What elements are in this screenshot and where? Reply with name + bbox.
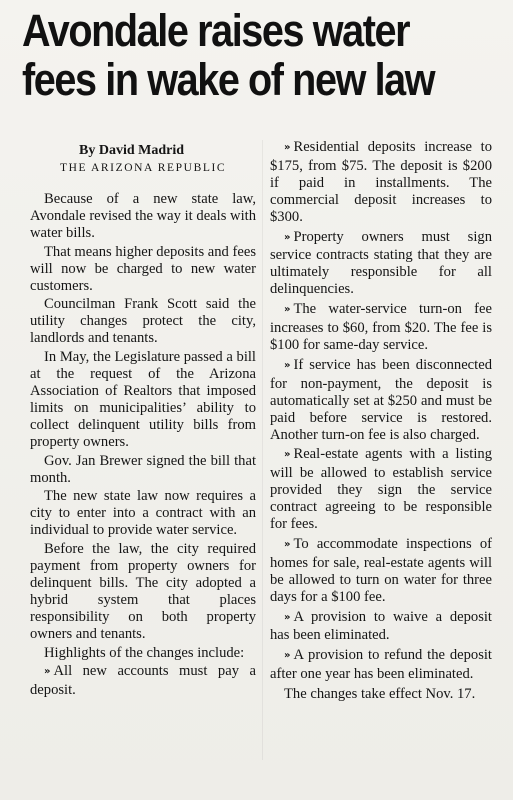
headline-line-1: Avondale raises water (22, 5, 410, 56)
bullet-item (270, 536, 492, 606)
bullet-glyph: » (284, 231, 288, 243)
paragraph: Highlights of the changes include: (44, 644, 245, 661)
bullet-item (270, 446, 492, 533)
bullet-glyph: » (284, 359, 288, 371)
paragraph: Before the law, the city required payment from property owners for delinquent bills. The city adopted a hybrid system that places responsibility on both property owners and tenants. (30, 541, 256, 642)
paragraph: Because of a new state law, Avondale revised the way it deals with water bills. (30, 191, 256, 241)
bullet-text: To accommodate inspections of homes for sale, real-estate agents will be allowed to turn on water for three days for a $100 fee. (270, 535, 492, 605)
byline: By David Madrid (79, 143, 185, 158)
bullet-item (270, 357, 492, 444)
bullet-item (270, 301, 492, 354)
bullet-glyph: » (284, 650, 288, 662)
bullet-item (270, 229, 492, 299)
bullet-item (30, 663, 256, 699)
bullet-text: The water-service turn-on fee increases to $60, from $20. The fee is $100 for same-day service. (270, 301, 492, 353)
paragraph: The new state law now requires a city to enter into a contract with an individual to provide water service. (30, 488, 256, 539)
bullet-item (270, 647, 492, 683)
bullet-text: Residential deposits increase to $175, from $75. The deposit is $200 if paid in installments. The commercial deposit increases to $300. (270, 139, 492, 225)
bullet-text: If service has been disconnected for non-payment, the deposit is automatically set at $250 and must be paid before service is restored. Another turn-on fee is also charged. (270, 356, 492, 443)
bullet-text: All new accounts must pay a deposit. (30, 663, 256, 699)
bullet-glyph: » (284, 304, 288, 316)
paragraph: Councilman Frank Scott said the utility changes protect the city, landlords and tenants. (30, 296, 256, 347)
paragraph: In May, the Legislature passed a bill at the request of the Arizona Association of Realtors that imposed limits on municipalities’ ability to collect delinquent utility bills from property owners. (30, 349, 256, 450)
bullet-glyph: » (284, 142, 288, 153)
bullet-glyph: » (284, 538, 288, 550)
bullet-text: A provision to refund the deposit after one year has been eliminated. (270, 647, 492, 683)
bullet-text: A provision to waive a deposit has been eliminated. (270, 608, 492, 644)
publication-name: THE ARIZONA REPUBLIC (60, 162, 227, 174)
column-divider (262, 140, 263, 760)
headline-line-2: fees in wake of new law (22, 54, 435, 105)
closing-paragraph: The changes take effect Nov. 17. (284, 686, 476, 703)
paragraph: Gov. Jan Brewer signed the bill that month. (30, 452, 256, 486)
headline (22, 6, 444, 104)
bullet-text: Real-estate agents with a listing will be allowed to establish service provided they sign the service contract agreeing to be responsible for fees. (270, 446, 492, 533)
bullet-glyph: » (44, 666, 48, 678)
bullet-item (270, 139, 492, 226)
bullet-glyph: » (284, 611, 288, 623)
bullet-text: Property owners must sign service contracts stating that they are ultimately responsible for all delinquencies. (270, 228, 492, 298)
paragraph: That means higher deposits and fees will now be charged to new water customers. (30, 243, 256, 294)
right-column (270, 139, 492, 706)
left-column (30, 191, 256, 701)
bullet-item (270, 609, 492, 645)
bullet-glyph: » (284, 449, 288, 461)
